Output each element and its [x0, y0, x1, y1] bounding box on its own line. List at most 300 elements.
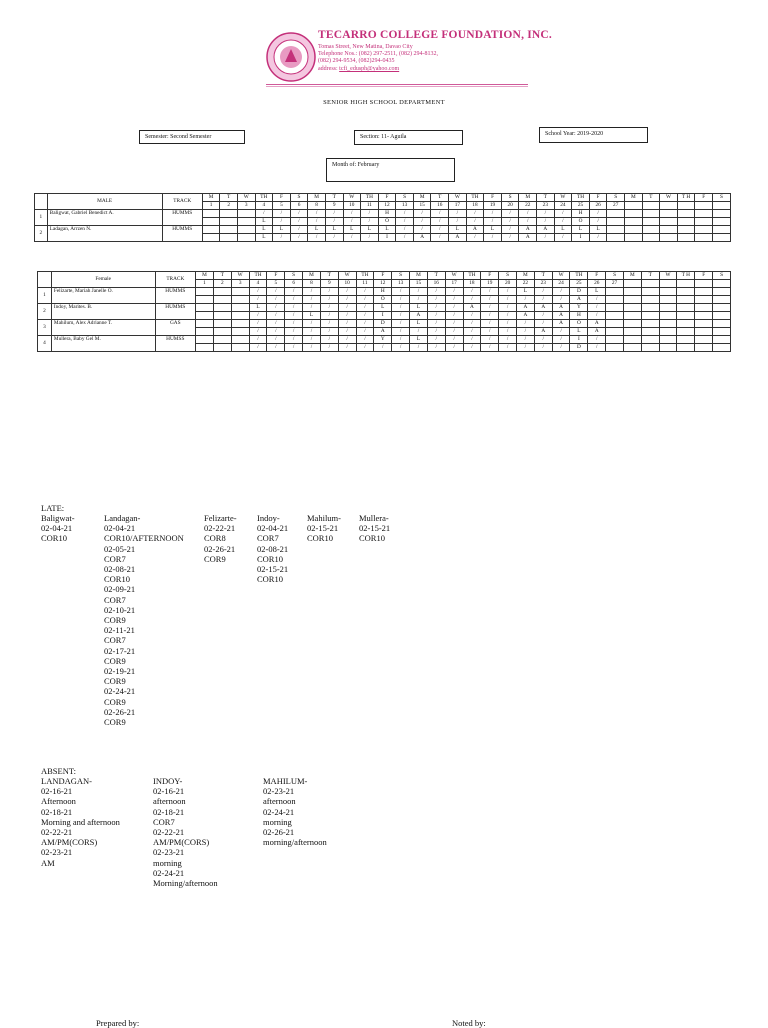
male-day-header: F [589, 194, 607, 202]
female-attendance-am: / [517, 336, 535, 344]
female-day-header: W [231, 272, 249, 280]
male-attendance-am: / [396, 210, 414, 218]
female-attendance-am [606, 288, 624, 296]
absent-entry: 02-18-21 [41, 806, 73, 817]
male-attendance-pm [607, 234, 625, 242]
female-attendance-pm [196, 328, 214, 336]
female-attendance-pm: / [445, 344, 463, 352]
female-attendance-pm [713, 344, 731, 352]
female-attendance-am: / [410, 288, 428, 296]
female-attendance-pm [213, 312, 231, 320]
late-entry: COR9 [104, 696, 126, 707]
male-attendance-am [202, 210, 220, 218]
male-date-header: 23 [537, 202, 555, 210]
female-attendance-am: / [552, 336, 570, 344]
male-date-header: 16 [431, 202, 449, 210]
female-attendance-am [606, 336, 624, 344]
female-attendance-am [641, 336, 659, 344]
female-attendance-am [213, 336, 231, 344]
female-attendance-pm [213, 328, 231, 336]
female-attendance-am: / [517, 320, 535, 328]
female-attendance-pm [196, 312, 214, 320]
female-attendance-am [213, 304, 231, 312]
female-attendance-pm: / [481, 312, 499, 320]
male-day-header: F [695, 194, 713, 202]
female-attendance-pm: / [392, 312, 410, 320]
male-attendance-am [625, 210, 643, 218]
female-attendance-pm: / [410, 296, 428, 304]
female-day-header: T [320, 272, 338, 280]
school-telephone: Telephone Nos.: (082) 297-2511, (082) 294-8132, [318, 51, 439, 57]
female-attendance-am: / [463, 288, 481, 296]
female-attendance-pm [213, 344, 231, 352]
male-day-header: M [413, 194, 431, 202]
female-attendance-am: / [427, 320, 445, 328]
female-day-header: F [695, 272, 713, 280]
female-attendance-am [213, 288, 231, 296]
female-attendance-pm: / [534, 344, 552, 352]
absent-entry: 02-18-21 [153, 806, 185, 817]
male-attendance-am: L [273, 226, 291, 234]
male-attendance-am [660, 226, 678, 234]
male-date-header [660, 202, 678, 210]
female-attendance-am: D [374, 320, 392, 328]
male-attendance-pm [642, 218, 660, 226]
female-attendance-pm: H [570, 312, 588, 320]
female-attendance-am: / [356, 288, 374, 296]
male-day-header: S [501, 194, 519, 202]
absent-entry: AM/PM(CORS) [41, 837, 98, 848]
female-attendance-am: Y [374, 336, 392, 344]
female-attendance-am [677, 336, 695, 344]
male-attendance-pm: A [449, 234, 467, 242]
male-attendance-am [642, 210, 660, 218]
male-attendance-pm: / [431, 218, 449, 226]
late-column [41, 513, 75, 544]
male-attendance-pm [712, 218, 730, 226]
female-attendance-pm [606, 312, 624, 320]
male-attendance-am [607, 210, 625, 218]
female-attendance-am [623, 288, 641, 296]
male-attendance-pm: / [413, 218, 431, 226]
male-attendance-pm: O [378, 218, 396, 226]
female-date-header: 15 [410, 280, 428, 288]
female-attendance-pm: / [249, 312, 267, 320]
male-day-header: W [237, 194, 255, 202]
male-date-header: 22 [519, 202, 537, 210]
female-track-header: TRACK [155, 272, 196, 288]
female-attendance-pm: / [517, 296, 535, 304]
late-entry: 02-08-21 [257, 543, 289, 554]
female-attendance-pm: L [303, 312, 321, 320]
female-attendance-pm: / [285, 312, 303, 320]
absent-entry: 02-22-21 [153, 827, 185, 838]
female-student-name: Indoy, Marites. B. [51, 304, 155, 320]
male-attendance-am: / [325, 210, 343, 218]
female-day-header: S [713, 272, 731, 280]
female-attendance-pm: A [570, 296, 588, 304]
female-attendance-pm [623, 296, 641, 304]
male-attendance-pm [712, 234, 730, 242]
female-attendance-am [231, 304, 249, 312]
absent-student-name: MAHILUM- [263, 776, 308, 786]
female-attendance-am [623, 304, 641, 312]
male-attendance-am [220, 210, 238, 218]
male-attendance-pm: / [343, 234, 361, 242]
female-attendance-am: / [249, 336, 267, 344]
female-attendance-am: L [410, 304, 428, 312]
absent-column [41, 776, 120, 868]
female-day-header: S [392, 272, 410, 280]
female-attendance-pm: / [303, 328, 321, 336]
male-attendance-am [677, 210, 695, 218]
late-entry: 02-19-21 [104, 666, 136, 677]
female-student-name: Mahilum, Alex Adrianne T. [51, 320, 155, 336]
female-attendance-am [606, 304, 624, 312]
female-attendance-am: / [392, 288, 410, 296]
female-attendance-am: / [481, 304, 499, 312]
female-attendance-pm [641, 312, 659, 320]
male-date-header: 27 [607, 202, 625, 210]
female-attendance-am [677, 320, 695, 328]
female-attendance-am: / [588, 336, 606, 344]
female-attendance-am: / [427, 288, 445, 296]
college-seal-logo [266, 32, 316, 82]
male-attendance-pm [202, 218, 220, 226]
prepared-by-label: Prepared by: [96, 1018, 140, 1028]
male-attendance-pm: A [519, 234, 537, 242]
male-date-header: 24 [554, 202, 572, 210]
female-attendance-pm: / [338, 296, 356, 304]
male-day-header: T [642, 194, 660, 202]
female-attendance-am [695, 304, 713, 312]
absent-entry: Morning and afternoon [41, 816, 120, 827]
male-day-header: W [343, 194, 361, 202]
male-date-header [642, 202, 660, 210]
female-attendance-am [231, 336, 249, 344]
male-day-header: S [396, 194, 414, 202]
male-attendance-am [677, 226, 695, 234]
female-attendance-pm: / [427, 296, 445, 304]
male-attendance-am: / [361, 210, 379, 218]
male-day-header: T [431, 194, 449, 202]
absent-title: ABSENT: [41, 766, 76, 776]
female-student-name: Mullera, Baby Gel M. [51, 336, 155, 352]
female-day-header: M [517, 272, 535, 280]
female-attendance-pm [641, 328, 659, 336]
male-date-header: 11 [361, 202, 379, 210]
female-attendance-am [641, 320, 659, 328]
female-attendance-pm [641, 296, 659, 304]
female-attendance-pm: / [534, 296, 552, 304]
female-attendance-am: L [410, 336, 428, 344]
semester-field: Semester: Second Semester [139, 130, 245, 144]
female-attendance-pm: / [303, 296, 321, 304]
female-day-header: M [410, 272, 428, 280]
female-attendance-pm: / [463, 296, 481, 304]
female-attendance-am [196, 336, 214, 344]
female-attendance-pm: / [303, 344, 321, 352]
female-date-header: 11 [356, 280, 374, 288]
male-date-header: 4 [255, 202, 273, 210]
female-attendance-pm: / [463, 328, 481, 336]
female-attendance-pm: / [338, 344, 356, 352]
female-attendance-am: / [534, 336, 552, 344]
female-student-number: 2 [38, 304, 52, 320]
female-attendance-pm: / [356, 328, 374, 336]
female-attendance-am: L [374, 304, 392, 312]
absent-entry: 02-16-21 [41, 786, 73, 797]
male-attendance-pm [677, 234, 695, 242]
female-attendance-pm: / [534, 312, 552, 320]
male-attendance-pm [642, 234, 660, 242]
female-attendance-am: / [481, 288, 499, 296]
female-attendance-am: / [445, 336, 463, 344]
female-attendance-am: I [570, 336, 588, 344]
female-attendance-pm [695, 344, 713, 352]
female-attendance-am [695, 336, 713, 344]
male-attendance-pm [220, 234, 238, 242]
school-telephone-2: (082) 294-9534, (082)294-0435 [318, 58, 395, 64]
email-link[interactable]: tcfi_edusph@yahoo.com [339, 66, 400, 72]
female-attendance-pm: / [445, 312, 463, 320]
male-date-header: 26 [589, 202, 607, 210]
noted-by-label: Noted by: [452, 1018, 486, 1028]
male-attendance-pm: / [537, 234, 555, 242]
female-attendance-pm [606, 344, 624, 352]
female-attendance-am: / [356, 336, 374, 344]
absent-student-name: LANDAGAN- [41, 776, 92, 786]
absent-entry: 02-16-21 [153, 786, 185, 797]
female-day-header: W [338, 272, 356, 280]
male-attendance-pm: O [572, 218, 590, 226]
female-attendance-am: / [481, 336, 499, 344]
male-attendance-pm: / [343, 218, 361, 226]
female-attendance-pm: / [427, 312, 445, 320]
male-attendance-pm [660, 234, 678, 242]
female-attendance-pm [677, 328, 695, 336]
male-attendance-pm: I [572, 234, 590, 242]
female-attendance-am: / [285, 320, 303, 328]
female-attendance-pm [213, 296, 231, 304]
male-attendance-pm: / [396, 234, 414, 242]
male-attendance-pm: / [273, 234, 291, 242]
school-address: Tomas Street, New Matina, Davao City [318, 44, 413, 50]
female-attendance-pm: / [517, 344, 535, 352]
late-entry: 02-24-21 [104, 686, 136, 697]
female-attendance-pm: / [392, 296, 410, 304]
female-attendance-pm: / [445, 296, 463, 304]
male-day-header: M [625, 194, 643, 202]
male-attendance-am [642, 226, 660, 234]
male-day-header: S [607, 194, 625, 202]
female-date-header: 24 [552, 280, 570, 288]
absent-entry: 02-24-21 [153, 867, 185, 878]
late-entry: 02-04-21 [104, 523, 136, 534]
female-attendance-pm: / [588, 312, 606, 320]
female-student-track: HUMMS [155, 304, 196, 320]
female-date-header: 27 [606, 280, 624, 288]
male-attendance-am: / [255, 210, 273, 218]
female-attendance-am: / [249, 288, 267, 296]
female-date-header: 3 [231, 280, 249, 288]
female-attendance-am: / [267, 288, 285, 296]
absent-entry: afternoon [153, 796, 186, 807]
late-student-name: Landagan- [104, 513, 141, 523]
female-attendance-pm: / [356, 344, 374, 352]
absent-entry: AM/PM(CORS) [153, 837, 210, 848]
male-attendance-pm: L [255, 234, 273, 242]
female-attendance-pm [231, 296, 249, 304]
late-entry: 02-09-21 [104, 584, 136, 595]
female-date-header: 18 [463, 280, 481, 288]
female-attendance-pm: I [374, 312, 392, 320]
female-attendance-pm [231, 312, 249, 320]
female-day-header: F [267, 272, 285, 280]
late-column [204, 513, 237, 564]
female-attendance-pm [695, 328, 713, 336]
female-attendance-am [677, 304, 695, 312]
female-attendance-am: O [570, 320, 588, 328]
male-attendance-pm [695, 218, 713, 226]
department-title: SENIOR HIGH SCHOOL DEPARTMENT [323, 99, 445, 106]
header-divider [266, 84, 528, 85]
male-attendance-pm: / [431, 234, 449, 242]
table-row [35, 210, 731, 218]
male-attendance-am: / [290, 210, 308, 218]
female-attendance-pm [623, 312, 641, 320]
female-student-track: GAS [155, 320, 196, 336]
male-attendance-pm [202, 234, 220, 242]
female-attendance-pm: A [588, 328, 606, 336]
male-attendance-pm: / [325, 218, 343, 226]
female-attendance-pm: / [320, 344, 338, 352]
female-attendance-am: L [517, 288, 535, 296]
female-attendance-am [659, 288, 677, 296]
male-date-header: 10 [343, 202, 361, 210]
male-attendance-am: L [449, 226, 467, 234]
male-attendance-pm: / [308, 218, 326, 226]
late-entry: 02-11-21 [104, 625, 135, 636]
female-attendance-pm: / [320, 328, 338, 336]
table-row [38, 336, 731, 344]
male-attendance-am: / [431, 226, 449, 234]
male-date-header [712, 202, 730, 210]
late-column [257, 513, 288, 584]
female-attendance-pm [677, 296, 695, 304]
male-attendance-am [625, 226, 643, 234]
female-date-header: 13 [392, 280, 410, 288]
female-day-header: S [606, 272, 624, 280]
female-attendance-am: A [534, 304, 552, 312]
late-student-name: Mahilum- [307, 513, 341, 523]
male-attendance-am: A [519, 226, 537, 234]
female-date-header: 16 [427, 280, 445, 288]
female-attendance-pm: / [285, 344, 303, 352]
male-date-header: 19 [484, 202, 502, 210]
female-day-header: TH [570, 272, 588, 280]
late-entry: COR7 [104, 553, 126, 564]
male-day-header: M [308, 194, 326, 202]
male-attendance-am: L [554, 226, 572, 234]
male-attendance-am: L [378, 226, 396, 234]
female-student-number: 4 [38, 336, 52, 352]
male-attendance-am [712, 226, 730, 234]
male-attendance-am: / [589, 210, 607, 218]
male-date-header: 5 [273, 202, 291, 210]
male-attendance-pm: / [361, 218, 379, 226]
female-attendance-am: / [499, 336, 517, 344]
female-attendance-am: L [410, 320, 428, 328]
female-attendance-am: / [552, 288, 570, 296]
male-date-header [677, 202, 695, 210]
male-date-header: 13 [396, 202, 414, 210]
late-entry: 02-04-21 [41, 523, 73, 534]
male-attendance-pm [237, 218, 255, 226]
male-attendance-pm: / [554, 218, 572, 226]
female-attendance-am: / [499, 320, 517, 328]
absent-entry: AM [41, 857, 55, 868]
female-date-header: 9 [320, 280, 338, 288]
female-attendance-pm: / [320, 312, 338, 320]
late-student-name: Mullera- [359, 513, 389, 523]
female-attendance-am [196, 304, 214, 312]
male-day-header: T [220, 194, 238, 202]
male-date-header: 3 [237, 202, 255, 210]
female-attendance-am: / [320, 304, 338, 312]
female-attendance-am: D [570, 288, 588, 296]
female-day-header: M [196, 272, 214, 280]
female-attendance-pm: / [588, 296, 606, 304]
female-attendance-pm [231, 328, 249, 336]
female-attendance-pm [695, 312, 713, 320]
female-attendance-pm: / [499, 312, 517, 320]
female-date-header: 25 [570, 280, 588, 288]
female-attendance-am: / [499, 288, 517, 296]
female-day-header: M [303, 272, 321, 280]
male-attendance-am: / [290, 226, 308, 234]
absent-entry: 02-22-21 [41, 827, 73, 838]
late-entry: 02-15-21 [307, 523, 339, 534]
female-attendance-pm: / [356, 312, 374, 320]
male-attendance-pm [607, 218, 625, 226]
male-date-header [625, 202, 643, 210]
male-day-header: T [325, 194, 343, 202]
male-attendance-am [237, 226, 255, 234]
male-no-header [35, 194, 48, 210]
absent-entry: 02-26-21 [263, 827, 295, 838]
female-day-header: T H [677, 272, 695, 280]
female-date-header: 20 [499, 280, 517, 288]
female-attendance-am [196, 288, 214, 296]
male-day-header: S [290, 194, 308, 202]
female-attendance-pm: / [249, 296, 267, 304]
female-day-header: TH [249, 272, 267, 280]
female-attendance-pm: / [463, 312, 481, 320]
female-attendance-pm: / [249, 344, 267, 352]
male-attendance-pm: / [290, 218, 308, 226]
absent-entry: Morning/afternoon [153, 878, 218, 889]
female-date-header [659, 280, 677, 288]
male-attendance-am: / [537, 210, 555, 218]
male-attendance-pm: / [396, 218, 414, 226]
male-attendance-am: / [273, 210, 291, 218]
male-attendance-pm: / [273, 218, 291, 226]
female-attendance-am: / [303, 336, 321, 344]
female-attendance-am [623, 320, 641, 328]
male-attendance-am [237, 210, 255, 218]
male-date-header: 6 [290, 202, 308, 210]
